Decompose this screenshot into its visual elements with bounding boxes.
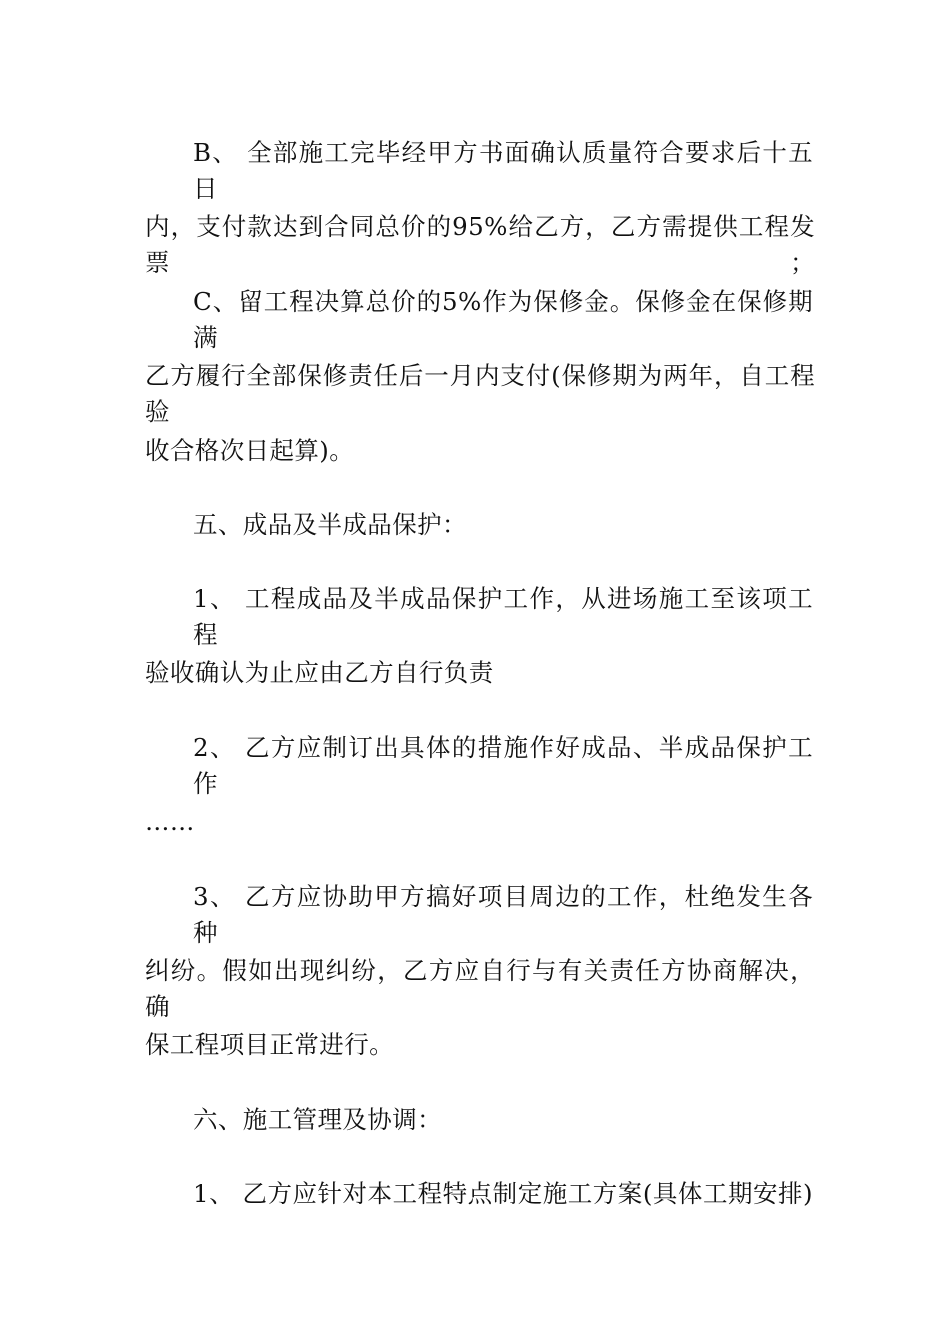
text-line: 收合格次日起算)。	[145, 436, 355, 465]
text-line: 3、 乙方应协助甲方搞好项目周边的工作，杜绝发生各种	[193, 882, 813, 947]
text-line: 1、 乙方应针对本工程特点制定施工方案(具体工期安排)	[193, 1179, 813, 1208]
text-line: 验收确认为止应由乙方自行负责	[145, 658, 494, 687]
text-line: B、 全部施工完毕经甲方书面确认质量符合要求后十五日	[193, 138, 813, 203]
text-line: 纠纷。假如出现纠纷，乙方应自行与有关责任方协商解决，确	[145, 956, 815, 1021]
text-line: 保工程项目正常进行。	[145, 1030, 394, 1059]
text-line: C、留工程决算总价的5%作为保修金。保修金在保修期满	[193, 287, 813, 352]
section-heading: 五、成品及半成品保护：	[193, 510, 467, 539]
section-heading: 六、施工管理及协调：	[193, 1105, 442, 1134]
text-line: 2、 乙方应制订出具体的措施作好成品、半成品保护工作	[193, 733, 813, 798]
text-line: 乙方履行全部保修责任后一月内支付(保修期为两年，自工程验	[145, 361, 815, 426]
text-line: ……	[145, 807, 195, 836]
text-line: 内，支付款达到合同总价的95%给乙方，乙方需提供工程发票；	[145, 212, 815, 277]
text-line: 1、 工程成品及半成品保护工作，从进场施工至该项工程	[193, 584, 813, 649]
